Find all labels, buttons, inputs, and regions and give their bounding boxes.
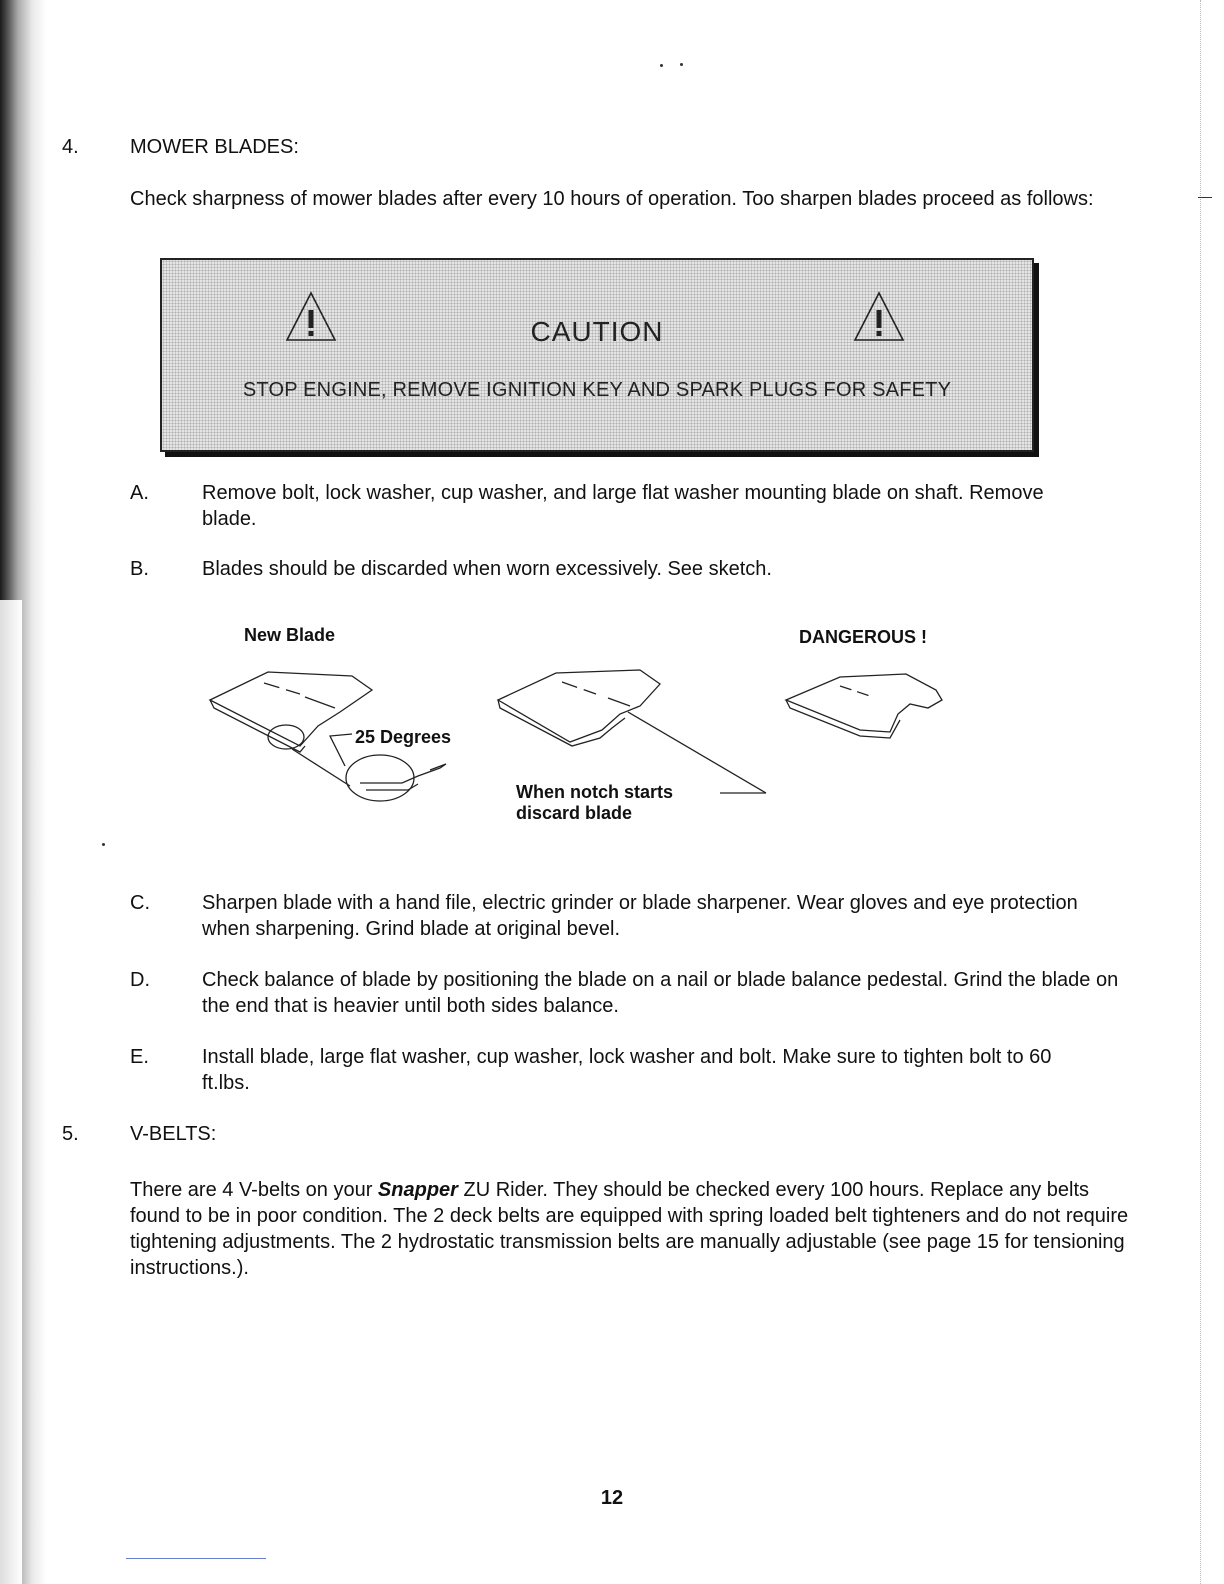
- detail-leader: [292, 749, 350, 786]
- detail-circle-large: [346, 755, 414, 801]
- brand-name: Snapper: [377, 1179, 458, 1201]
- bevel-profile: [366, 784, 418, 790]
- section-heading-mower-blades: MOWER BLADES:: [130, 136, 299, 158]
- scan-speck: [102, 843, 105, 846]
- blade-centerline: [562, 682, 596, 694]
- warning-triangle-icon: [852, 290, 906, 344]
- bevel-profile: [360, 764, 446, 783]
- margin-tick: [1198, 197, 1212, 198]
- blade-centerline: [608, 698, 630, 706]
- v-belts-text-start: There are 4 V-belts on your: [130, 1179, 378, 1201]
- step-letter: C.: [130, 892, 150, 914]
- step-text: Check balance of blade by positioning the blade on a nail or blade balance pedestal. Grind the blade on the end that is heavier until both sides balance.: [202, 969, 1119, 1017]
- step-text: Sharpen blade with a hand file, electric grinder or blade sharpener. Wear gloves and eye protection when sharpening. Grind blade at original bevel.: [202, 892, 1078, 940]
- intro-paragraph: Check sharpness of mower blades after every 10 hours of operation. Too sharpen blades proceed as follows:: [130, 188, 1094, 210]
- worn-blade-edge: [498, 700, 625, 746]
- v-belts-paragraph: [130, 1177, 1135, 1281]
- dangerous-blade-shape: [786, 674, 942, 732]
- notch-leader: [628, 712, 766, 793]
- step-letter: B.: [130, 558, 149, 580]
- step-letter: D.: [130, 969, 150, 991]
- notch-label: When notch starts: [516, 782, 674, 802]
- blade-centerline: [840, 686, 870, 696]
- footer-rule: [126, 1558, 266, 1559]
- notch-label: discard blade: [516, 803, 633, 823]
- v-belts-text-rest: ZU Rider. They should be checked every 100 hours. Replace any belts found to be in poor condition. The 2 deck belts are equipped with spring loaded belt tighteners and do not require tightening adjustments. The 2 hydrostatic transmission belts are manually adjustable (see page 15 for tensioning instructions.).: [130, 1179, 1129, 1279]
- scan-right-edge: [1200, 0, 1202, 1584]
- caution-box: [160, 258, 1034, 452]
- blade-centerline: [305, 697, 335, 708]
- blade-wear-sketch: [195, 655, 975, 830]
- angle-label: 25 Degrees: [355, 727, 452, 747]
- dangerous-blade-edge: [786, 700, 900, 738]
- scan-shadow-edge: [0, 0, 46, 1584]
- section-heading-v-belts: V-BELTS:: [130, 1123, 217, 1145]
- worn-blade-shape: [498, 670, 660, 742]
- caution-title: CAUTION: [530, 316, 664, 347]
- step-letter: A.: [130, 482, 149, 504]
- page-number: 12: [600, 1487, 624, 1509]
- step-letter: E.: [130, 1046, 149, 1068]
- step-text: Install blade, large flat washer, cup washer, lock washer and bolt. Make sure to tighten bolt to 60 ft.lbs.: [202, 1046, 1052, 1094]
- angle-pointer: [330, 734, 352, 766]
- step-text: Remove bolt, lock washer, cup washer, and large flat washer mounting blade on shaft. Remove blade.: [202, 482, 1044, 530]
- section-number: 5.: [62, 1123, 79, 1145]
- caution-message: STOP ENGINE, REMOVE IGNITION KEY AND SPARK PLUGS FOR SAFETY: [242, 379, 952, 401]
- scan-speck: [680, 63, 683, 66]
- section-number: 4.: [62, 136, 79, 158]
- step-text: Blades should be discarded when worn excessively. See sketch.: [202, 558, 772, 580]
- new-blade-label: New Blade: [244, 625, 336, 645]
- dangerous-label: DANGEROUS !: [799, 627, 928, 647]
- scan-speck: [660, 64, 663, 67]
- blade-centerline: [264, 683, 300, 694]
